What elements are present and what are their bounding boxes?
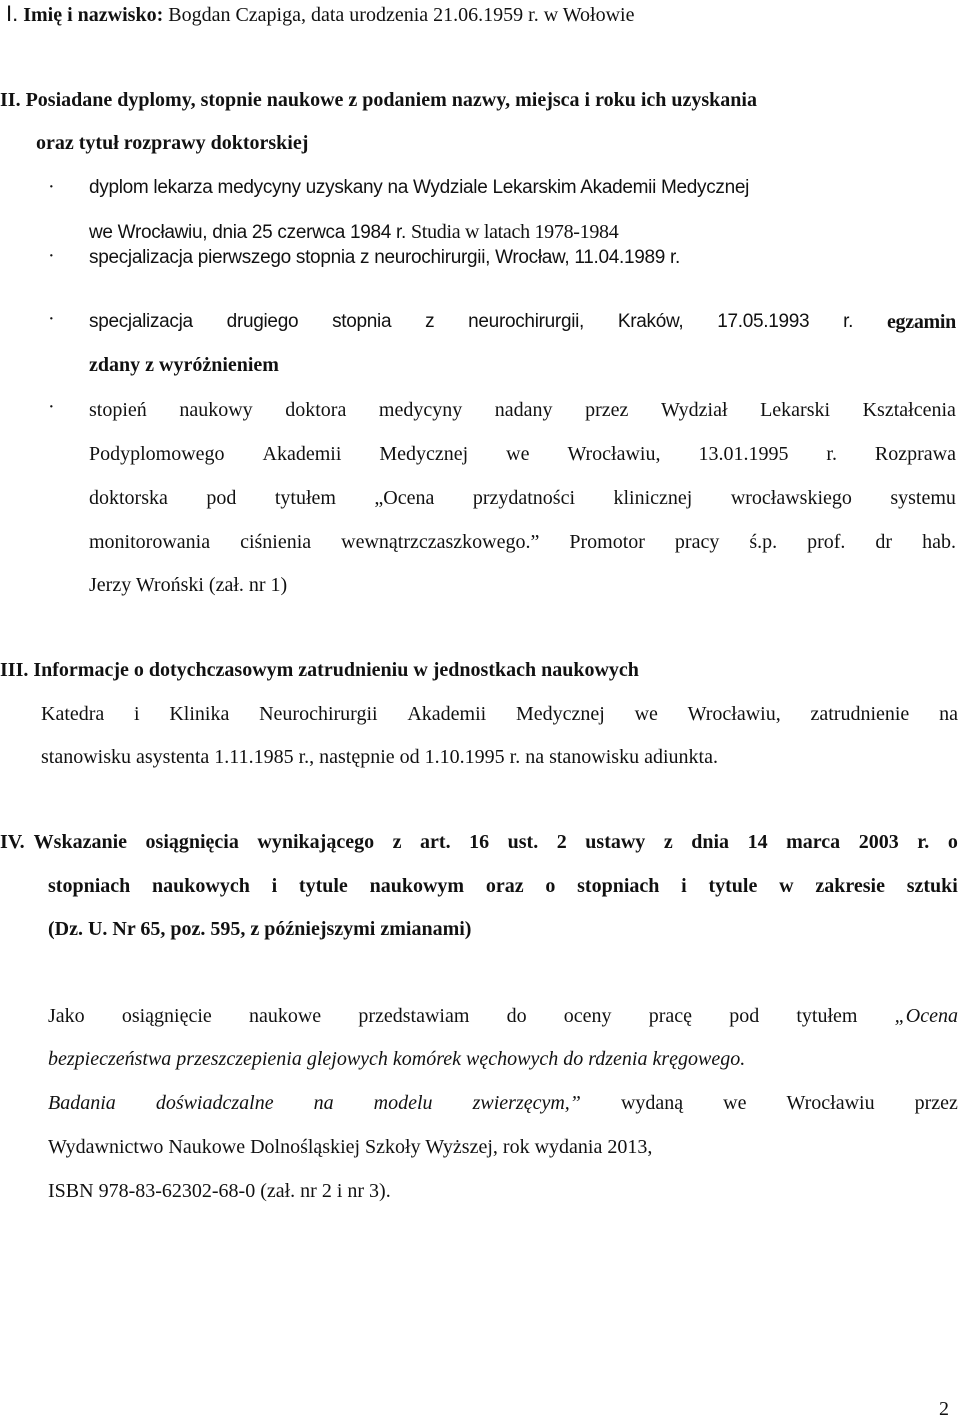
word: Kraków,: [617, 311, 684, 332]
word: naukowych: [152, 875, 250, 897]
achievement-line3: [48, 1091, 958, 1115]
bullet-marker: ·: [48, 176, 55, 198]
word: Wrocławiu,: [567, 443, 661, 465]
word: Rozprawa: [874, 443, 956, 465]
word: stopniach: [48, 875, 131, 897]
specialization-1: specjalizacja pierwszego stopnia z neurochirurgii, Wrocław, 11.04.1989 r.: [89, 247, 680, 268]
word: klinicznej: [613, 487, 693, 509]
word: tytułem: [274, 487, 336, 509]
word: marca: [786, 831, 841, 853]
word: tytule: [298, 875, 348, 897]
word: zatrudnienie: [810, 703, 910, 725]
word: ust.: [507, 831, 539, 853]
word: o: [545, 875, 556, 897]
word: pod: [206, 487, 237, 509]
word: na: [939, 703, 958, 725]
bullet-marker: ·: [48, 308, 55, 330]
word: naukowym: [369, 875, 465, 897]
achievement-line1: [48, 1004, 958, 1028]
word: przez: [914, 1092, 958, 1114]
word: w: [779, 875, 794, 897]
section-1-numeral: I.: [6, 1, 19, 26]
exam-bold: egzamin: [886, 311, 956, 333]
section-2-title-line1: Posiadane dyplomy, stopnie naukowe z podaniem nazwy, miejsca i roku ich uzyskania: [25, 89, 757, 111]
achievement-line4: Wydawnictwo Naukowe Dolnośląskiej Szkoły Wyższej, rok wydania 2013,: [48, 1136, 653, 1158]
word: z: [425, 311, 435, 332]
page-number: 2: [939, 1398, 949, 1420]
diploma-line1: dyplom lekarza medycyny uzyskany na Wydziale Lekarskim Akademii Medycznej: [89, 177, 750, 198]
word: dnia: [691, 831, 730, 853]
word: we: [723, 1092, 747, 1114]
word: Kształcenia: [862, 399, 956, 421]
word: nadany: [494, 399, 553, 421]
word: do: [506, 1005, 527, 1027]
word: drugiego: [226, 311, 299, 332]
word: sztuki: [906, 875, 958, 897]
word: Badania: [48, 1092, 116, 1114]
doctorate-line1: [89, 398, 956, 422]
word: wynikającego: [257, 831, 375, 853]
bullet-marker: ·: [48, 396, 55, 418]
word: monitorowania: [89, 531, 211, 553]
word: wewnątrzczaszkowego.”: [341, 531, 540, 553]
employment-line2: stanowisku asystenta 1.11.1985 r., następnie od 1.10.1995 r. na stanowisku adiunkta.: [41, 746, 718, 768]
word: r.: [826, 443, 837, 465]
word: tytułem: [796, 1005, 858, 1027]
word: modelu: [373, 1092, 433, 1114]
word: Akademii: [262, 443, 342, 465]
word: doktora: [285, 399, 347, 421]
word: z: [392, 831, 402, 853]
diploma-line2: [89, 220, 618, 245]
achievement-line5: ISBN 978-83-62302-68-0 (zał. nr 2 i nr 3).: [48, 1180, 391, 1202]
word: neurochirurgii,: [468, 311, 585, 332]
word: stopień: [89, 399, 147, 421]
word: doświadczalne: [155, 1092, 274, 1114]
word: Neurochirurgii: [259, 703, 378, 725]
name-label: Imię i nazwisko:: [23, 4, 164, 26]
word: i: [271, 875, 278, 897]
word: Wskazanie: [33, 831, 127, 853]
doctorate-line4: [89, 530, 956, 554]
studies-years: Studia w latach 1978-1984: [410, 221, 619, 243]
word: naukowy: [179, 399, 253, 421]
word: medycyny: [378, 399, 463, 421]
section-2-heading: [0, 88, 757, 112]
word: wydaną: [620, 1092, 684, 1114]
section-1: [6, 2, 634, 27]
section-4-heading-line1: [0, 830, 958, 854]
word: przydatności: [472, 487, 576, 509]
name-value: Bogdan Czapiga, data urodzenia 21.06.1959 r. w Wołowie: [168, 4, 635, 26]
word: Klinika: [169, 703, 230, 725]
word: tytule: [708, 875, 758, 897]
word: ustawy: [585, 831, 646, 853]
word: 14: [747, 831, 768, 853]
word: systemu: [890, 487, 956, 509]
word: pracy: [674, 531, 720, 553]
diploma-date: we Wrocławiu, dnia 25 czerwca 1984 r.: [89, 222, 406, 243]
word: pracę: [648, 1005, 693, 1027]
word: hab.: [922, 531, 956, 553]
word: Lekarski: [760, 399, 831, 421]
word: zwierzęcym,”: [472, 1092, 581, 1114]
word: 16: [469, 831, 490, 853]
word: na: [313, 1092, 334, 1114]
word: oceny: [563, 1005, 612, 1027]
word: „Ocena: [374, 487, 435, 509]
employment-line1: [41, 702, 958, 726]
doctorate-line5: Jerzy Wroński (zał. nr 1): [89, 574, 288, 596]
word: przez: [585, 399, 629, 421]
word: ciśnienia: [240, 531, 312, 553]
word: osiągnięcia: [145, 831, 239, 853]
word: art.: [420, 831, 451, 853]
word: r.: [917, 831, 930, 853]
word: Wydział: [660, 399, 728, 421]
section-2-numeral: II.: [0, 89, 21, 111]
word: we: [634, 703, 658, 725]
word: naukowe: [248, 1005, 322, 1027]
word: ś.p.: [749, 531, 778, 553]
specialization-2-line2: zdany z wyróżnieniem: [89, 354, 279, 376]
section-3-heading: [0, 658, 639, 682]
word: wrocławskiego: [730, 487, 852, 509]
section-3-numeral: III.: [0, 659, 29, 681]
section-2-title-line2: oraz tytuł rozprawy doktorskiej: [36, 132, 309, 154]
word: zakresie: [815, 875, 885, 897]
doctorate-line3: [89, 486, 956, 510]
word: Wrocławiu,: [687, 703, 781, 725]
word: 17.05.1993: [717, 311, 810, 332]
bullet-marker: ·: [48, 245, 55, 267]
word: 13.01.1995: [698, 443, 789, 465]
word: Wrocławiu: [786, 1092, 875, 1114]
section-4-title-line1: [34, 830, 958, 854]
word: Podyplomowego: [89, 443, 225, 465]
word: o: [947, 831, 958, 853]
word: 2003: [858, 831, 899, 853]
title-quote-start: „Ocena: [894, 1005, 958, 1027]
word: doktorska: [89, 487, 168, 509]
word: stopniach: [577, 875, 660, 897]
word: osiągnięcie: [121, 1005, 212, 1027]
word: i: [681, 875, 687, 897]
word: Jako: [48, 1005, 85, 1027]
section-4-title-line3: (Dz. U. Nr 65, poz. 595, z późniejszymi zmianami): [48, 918, 472, 940]
section-4-numeral: IV.: [0, 831, 25, 853]
specialization-2-line1: [89, 310, 956, 334]
section-4-title-line2: [48, 874, 958, 898]
word: Promotor: [569, 531, 645, 553]
doctorate-line2: [89, 442, 956, 466]
word: prof.: [807, 531, 846, 553]
word: we: [506, 443, 530, 465]
word: Akademii: [407, 703, 487, 725]
word: r.: [843, 311, 854, 332]
word: dr: [875, 531, 893, 553]
word: i: [134, 703, 140, 725]
section-3-title: Informacje o dotychczasowym zatrudnieniu w jednostkach naukowych: [33, 659, 639, 681]
word: Medycznej: [515, 703, 605, 725]
word: Katedra: [41, 703, 105, 725]
word: przedstawiam: [358, 1005, 470, 1027]
word: z: [663, 831, 673, 853]
word: 2: [556, 831, 567, 853]
word: specjalizacja: [89, 311, 193, 332]
word: stopnia: [332, 311, 392, 332]
word: Medycznej: [379, 443, 469, 465]
word: oraz: [485, 875, 524, 897]
achievement-line2: bezpieczeństwa przeszczepienia glejowych komórek węchowych do rdzenia kręgowego.: [48, 1048, 746, 1070]
word: pod: [729, 1005, 760, 1027]
